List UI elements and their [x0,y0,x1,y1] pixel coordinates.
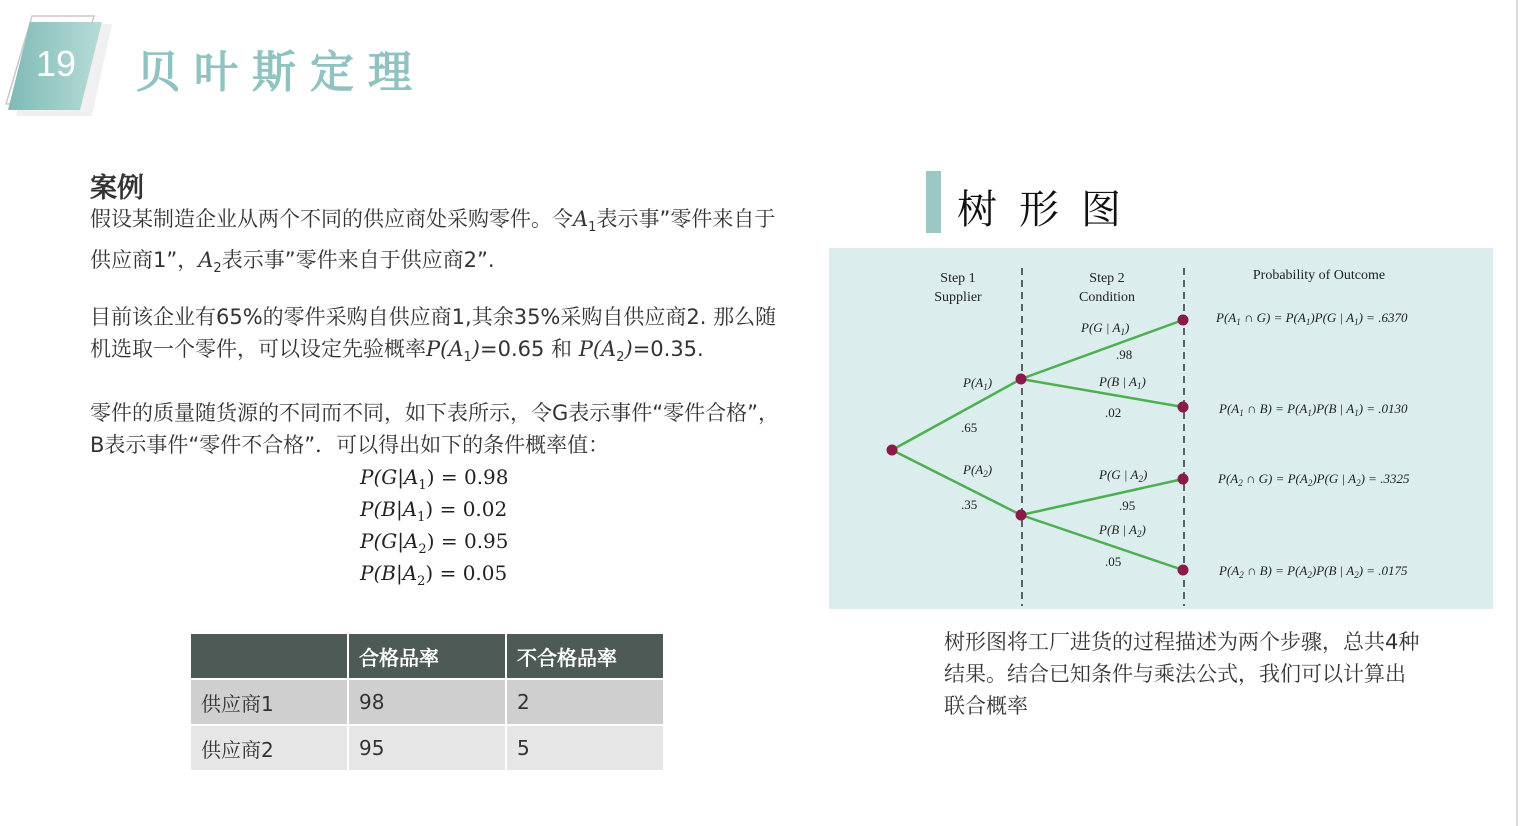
branch-a2 [892,450,1021,515]
table-cell: 供应商1 [190,679,348,725]
table-cell: 2 [506,679,664,725]
quality-rate-table [189,632,665,772]
outcome-a1-g: $P(A_1$ ∩ $G) = P(A_1)P(G$ | $A_1) = .6370$ [1216,310,1408,327]
case-paragraph-3: 零件的质量随货源的不同而不同，如下表所示，令G表示事件“零件合格”，B表示事件“零件不合格”．可以得出如下的条件概率值： [90,401,780,457]
value-p-a2: .35 [961,497,978,512]
table-header-cell: 不合格品率 [506,633,664,679]
table-cell: 5 [506,725,664,771]
node-a2 [1016,510,1027,521]
table-cell: 供应商2 [190,725,348,771]
equation-b-a1: $P(B|A_1) = 0.02$ [360,497,508,525]
step1-label: Step 1 [940,271,976,286]
node-a1 [1016,374,1027,385]
outcome-a2-g: $P(A_2$ ∩ $G) = P(A_2)P(G$ | $A_2) = .3325$ [1218,471,1410,488]
tree-title-accent-bar [926,171,941,233]
value-p-b-a1: .02 [1105,405,1122,420]
table-cell: 98 [348,679,506,725]
case-paragraph-2: 目前该企业有65%的零件采购自供应商1,其余35%采购自供应商2. 那么随机选取一个零件，可以设定先验概率$P(A_1)=0.65$ 和 $P(A_2)=0.35$. [90,305,777,366]
equation-g-a1: $P(G|A_1) = 0.98$ [360,465,509,493]
outcome-a2-b: $P(A_2$ ∩ $B) = P(A_2)P(B$ | $A_2) = .0175$ [1219,563,1408,580]
tree-caption: 树形图将工厂进货的过程描述为两个步骤，总共4种结果。结合已知条件与乘法公式，我们可以计算出联合概率 [944,630,1420,718]
branch-a1 [892,379,1021,450]
label-p-g-a1: P(G | $A_1$) [1081,320,1130,337]
root-node [887,445,898,456]
value-p-a1: .65 [961,420,978,435]
value-p-b-a2: .05 [1105,554,1122,569]
step1-sublabel: Supplier [934,290,982,305]
case-paragraph-1: 假设某制造企业从两个不同的供应商处采购零件。令$A_1$表示事”零件来自于供应商1”，$A_2$表示事”零件来自于供应商2”. [90,207,776,277]
table-header-cell [190,633,348,679]
equation-g-a2: $P(G|A_2) = 0.95$ [360,529,509,557]
label-p-g-a2: P(G | $A_2$) [1099,467,1148,484]
slide-number: 19 [35,43,77,84]
tree-diagram [829,248,1493,609]
table-cell: 95 [348,725,506,771]
leaf-node-a2-b [1178,565,1189,576]
leaf-node-a2-g [1178,474,1189,485]
value-p-g-a2: .95 [1119,498,1136,513]
label-p-b-a2: P(B | $A_2$) [1099,522,1146,539]
equation-b-a2: $P(B|A_2) = 0.05$ [360,561,508,589]
step2-label: Step 2 [1089,271,1125,286]
label-p-b-a1: P(B | $A_1$) [1099,374,1146,391]
page-right-border [1516,0,1518,826]
table-row [190,725,664,771]
leaf-node-a1-b [1178,402,1189,413]
outcome-a1-b: $P(A_1$ ∩ $B) = P(A_1)P(B$ | $A_1) = .0130$ [1219,401,1408,418]
page-title: 贝叶斯定理 [136,47,426,98]
slide-number-badge [0,12,120,122]
label-p-a1: $P(A_1)$ [963,375,993,392]
case-heading: 案例 [90,173,144,204]
label-p-a2: $P(A_2)$ [963,462,993,479]
branch-g-a2 [1021,479,1183,515]
table-row [190,679,664,725]
step2-sublabel: Condition [1078,290,1136,305]
table-header-row [190,633,664,679]
value-p-g-a1: .98 [1116,347,1133,362]
outcome-header: Probability of Outcome [1252,268,1386,283]
table-header-cell: 合格品率 [348,633,506,679]
tree-diagram-panel [829,248,1493,609]
leaf-node-a1-g [1178,315,1189,326]
tree-title: 树形图 [957,187,1143,233]
